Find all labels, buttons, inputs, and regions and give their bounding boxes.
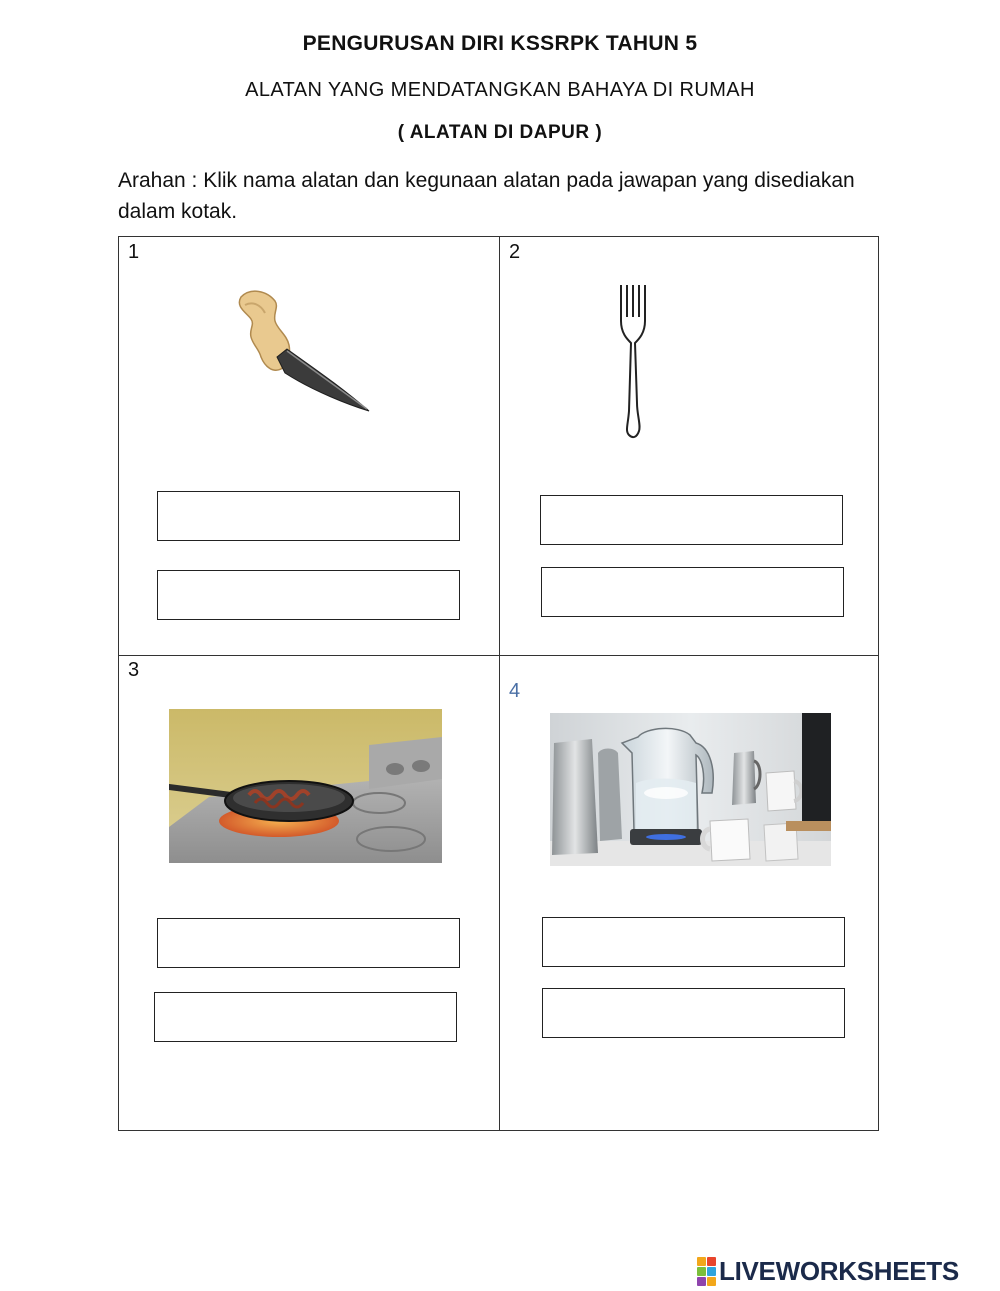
item-number-4: 4 [509, 680, 521, 702]
item-number-1: 1 [128, 241, 140, 263]
worksheet-title: PENGURUSAN DIRI KSSRPK TAHUN 5 [302, 32, 698, 55]
answer-box-4b[interactable] [542, 988, 845, 1038]
answer-box-2a[interactable] [540, 495, 843, 545]
electric-kettle-icon [550, 713, 831, 866]
brand-name: LIVEWORKSHEETS [719, 1255, 959, 1286]
answer-box-3b[interactable] [154, 992, 457, 1042]
answer-box-1b[interactable] [157, 570, 460, 620]
answer-box-2b[interactable] [541, 567, 844, 617]
fork-icon [615, 281, 651, 439]
instruction-text: Arahan : Klik nama alatan dan kegunaan alatan pada jawapan yang disediakan dalam kotak. [118, 169, 855, 223]
grid-divider-horizontal [119, 655, 878, 656]
item-number-2: 2 [509, 241, 521, 263]
answer-box-1a[interactable] [157, 491, 460, 541]
answer-box-3a[interactable] [157, 918, 460, 968]
item-number-3: 3 [128, 659, 140, 681]
logo-blocks-icon [697, 1257, 716, 1286]
answer-grid [118, 236, 879, 1131]
worksheet-subtitle: ALATAN YANG MENDATANGKAN BAHAYA DI RUMAH [245, 79, 755, 101]
section-heading: ( ALATAN DI DAPUR ) [397, 122, 603, 143]
grid-divider-vertical [499, 237, 500, 1130]
answer-box-4a[interactable] [542, 917, 845, 967]
liveworksheets-logo [697, 1256, 959, 1286]
frying-pan-icon [169, 709, 442, 863]
knife-icon [229, 285, 379, 425]
